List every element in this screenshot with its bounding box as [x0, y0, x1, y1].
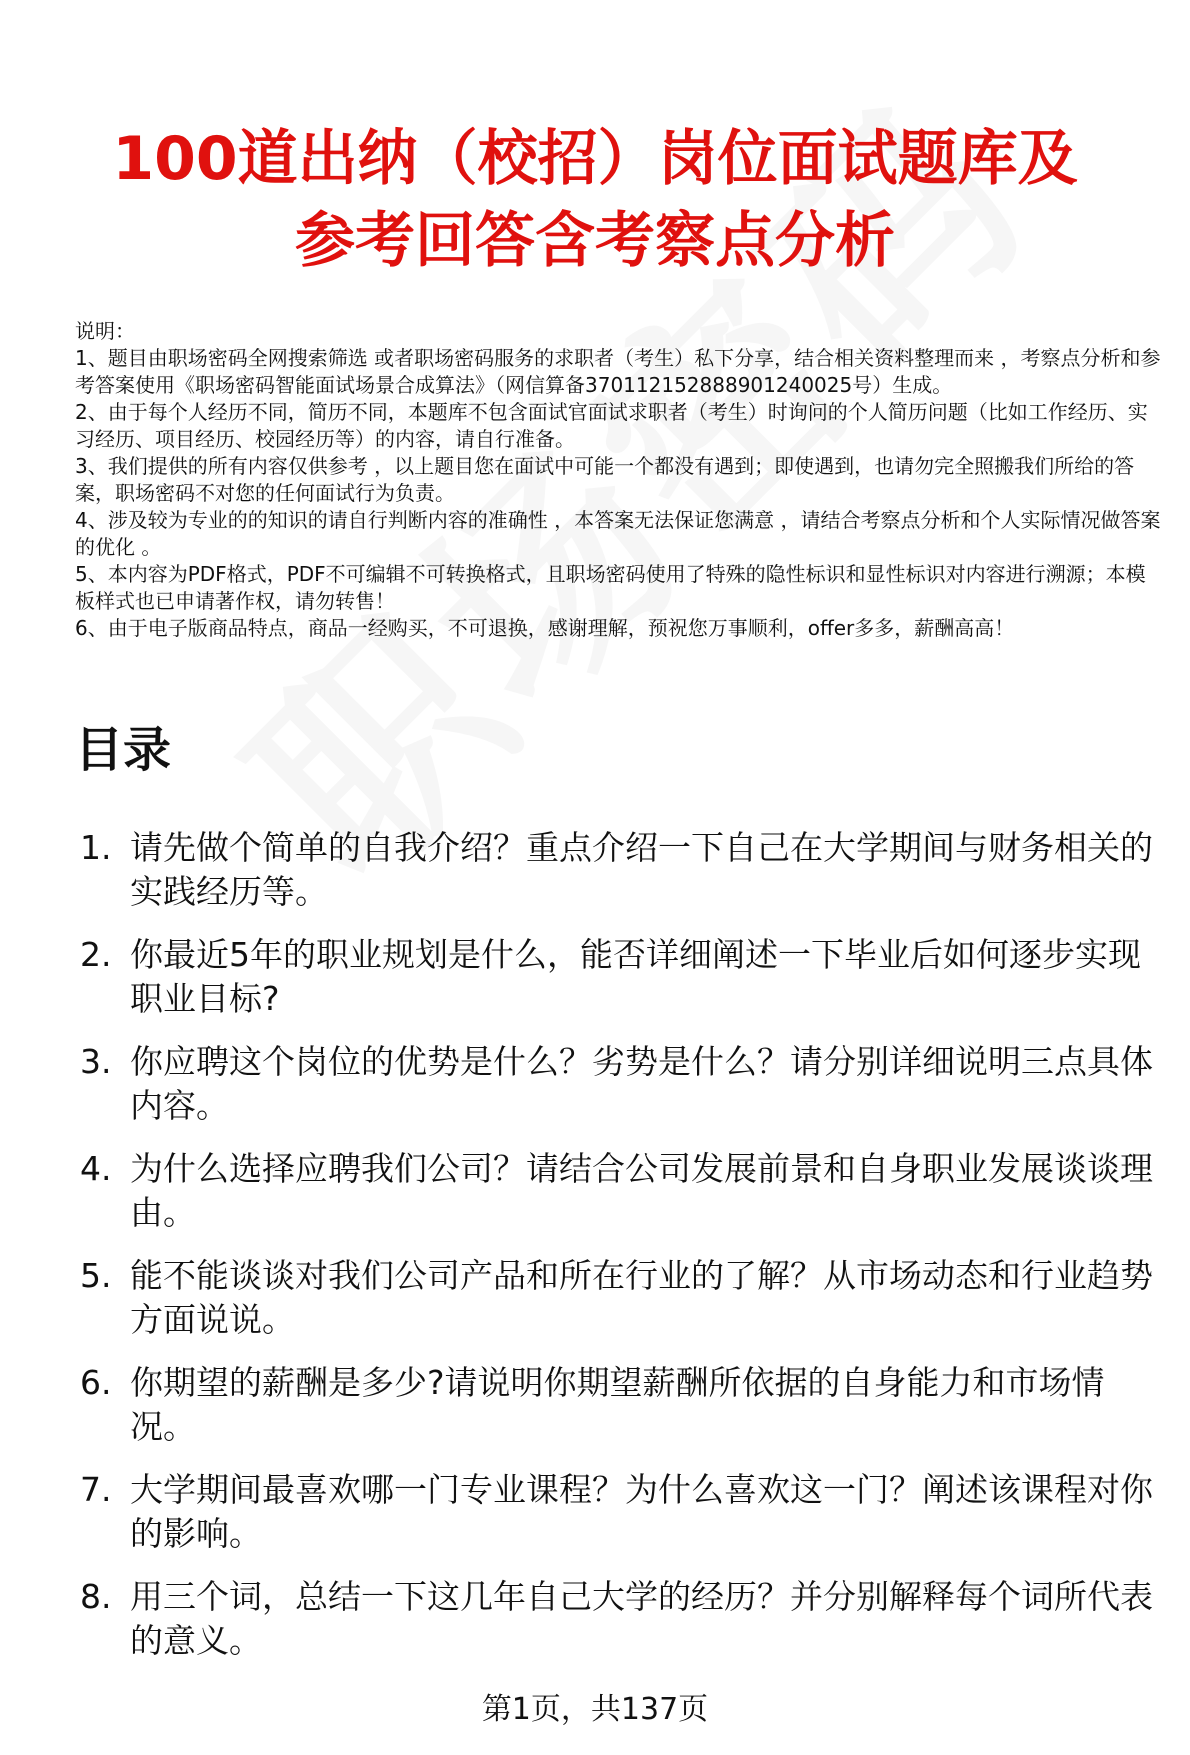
toc-item-text: 你应聘这个岗位的优势是什么？劣势是什么？请分别详细说明三点具体内容。 — [130, 1042, 1153, 1125]
toc-item-number: 8. — [80, 1577, 112, 1616]
toc-item[interactable] — [75, 933, 1165, 1021]
document-title — [60, 118, 1130, 282]
toc-item-text: 能不能谈谈对我们公司产品和所在行业的了解？从市场动态和行业趋势方面说说。 — [130, 1256, 1153, 1339]
toc-item[interactable] — [75, 1254, 1165, 1342]
note-item: 6、由于电子版商品特点，商品一经购买，不可退换，感谢理解，预祝您万事顺利，offer多多，薪酬高高！ — [75, 616, 1015, 640]
title-line-1: 100道出纳（校招）岗位面试题库及 — [112, 124, 1078, 194]
note-item: 4、涉及较为专业的的知识的请自行判断内容的准确性 ，本答案无法保证您满意 ，请结合考察点分析和个人实际情况做答案的优化 。 — [75, 508, 1161, 559]
toc-item-number: 2. — [80, 935, 112, 974]
toc-item-number: 4. — [80, 1149, 112, 1188]
toc-item[interactable] — [75, 1361, 1165, 1449]
note-item: 3、我们提供的所有内容仅供参考 ，以上题目您在面试中可能一个都没有遇到；即使遇到，也请勿完全照搬我们所给的答案，职场密码不对您的任何面试行为负责。 — [75, 454, 1135, 505]
toc-item[interactable] — [75, 1468, 1165, 1556]
title-line-2: 参考回答含考察点分析 — [295, 206, 895, 276]
toc-item-text: 大学期间最喜欢哪一门专业课程？为什么喜欢这一门？阐述该课程对你的影响。 — [130, 1470, 1153, 1553]
toc-item-number: 3. — [80, 1042, 112, 1081]
disclaimer-notes — [75, 318, 1165, 642]
toc-item-text: 请先做个简单的自我介绍？重点介绍一下自己在大学期间与财务相关的实践经历等。 — [130, 828, 1153, 911]
note-item: 5、本内容为PDF格式，PDF不可编辑不可转换格式，且职场密码使用了特殊的隐性标识和显性标识对内容进行溯源；本模板样式也已申请著作权，请勿转售！ — [75, 562, 1146, 613]
toc-item-text: 你最近5年的职业规划是什么，能否详细阐述一下毕业后如何逐步实现职业目标? — [130, 935, 1141, 1018]
toc-item-number: 6. — [80, 1363, 112, 1402]
table-of-contents — [75, 826, 1165, 1682]
toc-heading: 目录 — [75, 722, 172, 778]
toc-item[interactable] — [75, 826, 1165, 914]
toc-item[interactable] — [75, 1575, 1165, 1663]
page-number-footer: 第1页，共137页 — [481, 1692, 709, 1727]
toc-item-text: 用三个词，总结一下这几年自己大学的经历？并分别解释每个词所代表的意义。 — [130, 1577, 1153, 1660]
note-item: 2、由于每个人经历不同，简历不同，本题库不包含面试官面试求职者（考生）时询问的个人简历问题（比如工作经历、实习经历、项目经历、校园经历等）的内容，请自行准备。 — [75, 400, 1148, 451]
toc-item-number: 7. — [80, 1470, 112, 1509]
toc-item[interactable] — [75, 1040, 1165, 1128]
toc-item-number: 5. — [80, 1256, 112, 1295]
toc-item[interactable] — [75, 1147, 1165, 1235]
toc-item-text: 为什么选择应聘我们公司？请结合公司发展前景和自身职业发展谈谈理由。 — [130, 1149, 1153, 1232]
toc-item-text: 你期望的薪酬是多少?请说明你期望薪酬所依据的自身能力和市场情况。 — [130, 1363, 1105, 1446]
note-item: 1、题目由职场密码全网搜索筛选 或者职场密码服务的求职者（考生）私下分享，结合相关资料整理而来 ，考察点分析和参考答案使用《职场密码智能面试场景合成算法》（网信算备370112152888901240025号）生成。 — [75, 346, 1161, 397]
toc-item-number: 1. — [80, 828, 112, 867]
notes-heading: 说明： — [75, 319, 135, 343]
